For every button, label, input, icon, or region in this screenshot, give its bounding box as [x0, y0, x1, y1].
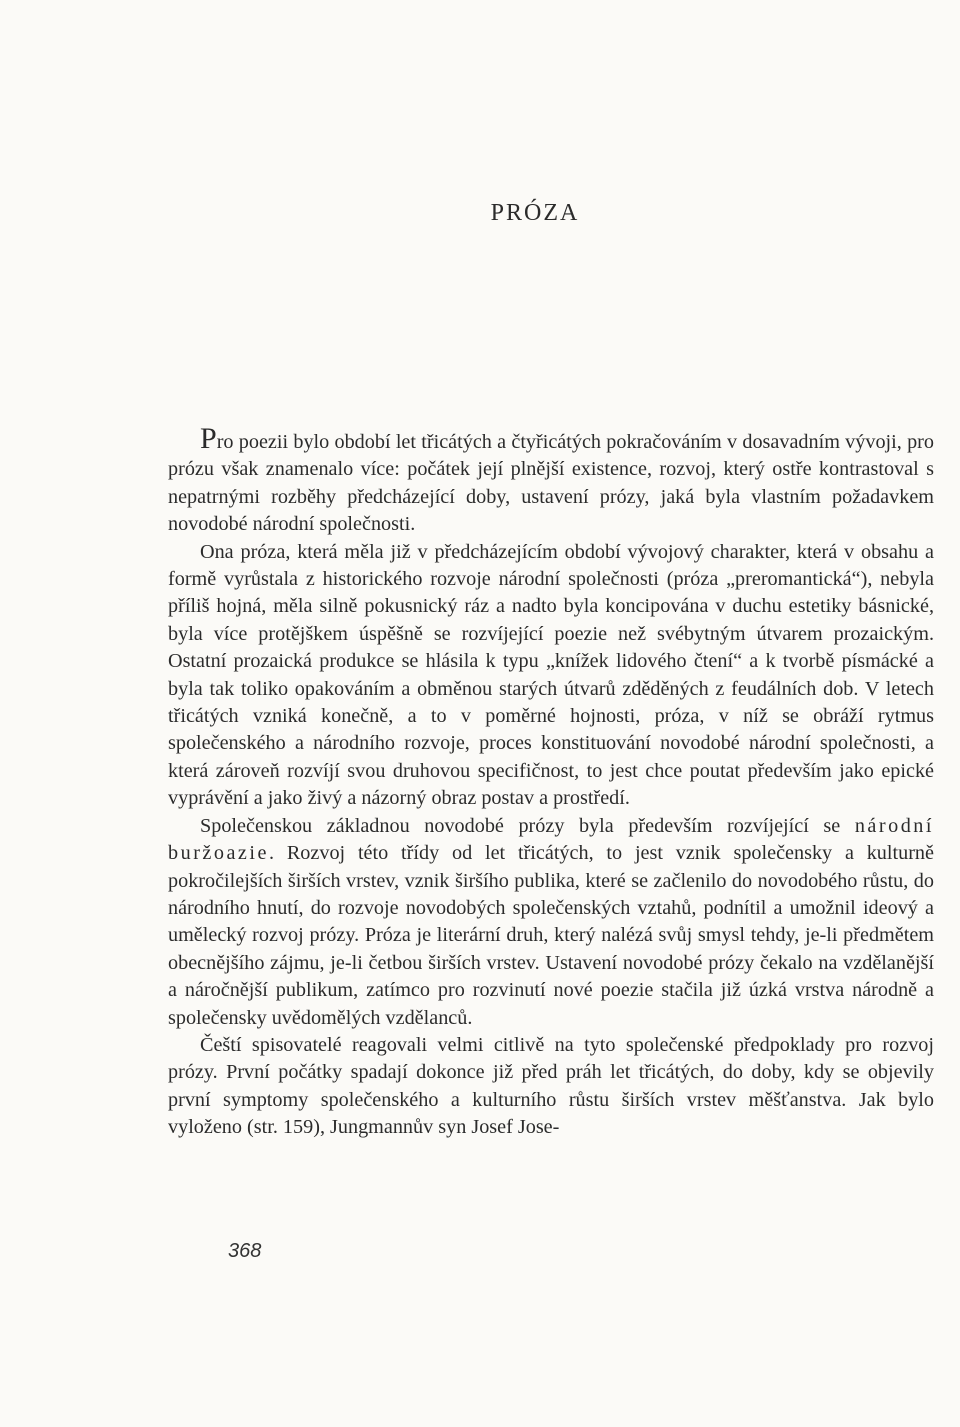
body-text [168, 422, 934, 1142]
drop-cap: P [200, 422, 217, 455]
page-number: 368 [228, 1240, 262, 1262]
paragraph-3 [168, 813, 934, 1032]
chapter-title [55, 200, 960, 227]
paragraph-1 [168, 422, 934, 539]
paragraph-3-emphasis: národní buržoazie [168, 814, 934, 865]
chapter-title-text: PRÓZA [490, 200, 580, 226]
paragraph-2: Ona próza, která měla již v předcházejícím období vývojový charakter, která v obsahu a formě vyrůstala z historického rozvoje národní společnosti (próza „preromantická“), nebyla příliš hojná, měla silně pokusnický ráz a nadto byla koncipována v duchu estetiky básnické, byla více protějškem úspěšně se rozvíjející poezie než svébytným útvarem prozaickým. Ostatní prozaická produkce se hlásila k typu „knížek lidového čtení“ a k tvorbě písmácké a byla tak toliko opakováním a obměnou starých útvarů zděděných z feudálních dob. V letech třicátých vzniká konečně, a to v poměrné hojnosti, próza, v níž se obráží rytmus společenského a národního rozvoje, proces konstituování novodobé národní společnosti, a která zároveň rozvíjí svou druhovou specifičnost, to jest chce poutat především jako epické vyprávění a jako živý a názorný obraz postav a prostředí. [168, 540, 934, 810]
paragraph-4: Čeští spisovatelé reagovali velmi citlivě na tyto společenské předpoklady pro rozvoj prózy. První počátky spadají dokonce již před práh let třicátých, do doby, kdy se objevily první symptomy společenského a kulturního růstu širších vrstev měšťanstva. Jak bylo vyloženo (str. 159), Jungmannův syn Josef Jose- [168, 1033, 934, 1139]
paragraph-3-text-before: Společenskou základnou novodobé prózy byla především rozvíjející se [200, 814, 855, 837]
paragraph-1-text: ro poezii bylo období let třicátých a čtyřicátých pokračováním v dosavadním vývoji, pro prózu však znamenalo více: počátek její plnější existence, rozvoj, který ostře kontrastoval s nepatrnými rozběhy předcházející doby, ustavení prózy, jaká byla vlastním požadavkem novodobé národní společnosti. [168, 431, 934, 536]
paragraph-3-text-after: . Rozvoj této třídy od let třicátých, to jest vznik společensky a kulturně pokročilejších širších vrstev, vznik širšího publika, které se začlenilo do novodobého růstu, do národního hnutí, do rozvoje novodobých společenských vztahů, podnítil a umožnil ideový a umělecký rozvoj prózy. Próza je literární druh, který nalézá svůj smysl tehdy, je-li předmětem obecnějšího zájmu, je-li četbou širších vrstev. Ustavení novodobé prózy čekalo na vzdělanější a náročnější publikum, zatímco pro rozvinutí nové poezie stačila již úzká vrstva národně a společensky uvědomělých vzdělanců. [168, 842, 934, 1029]
